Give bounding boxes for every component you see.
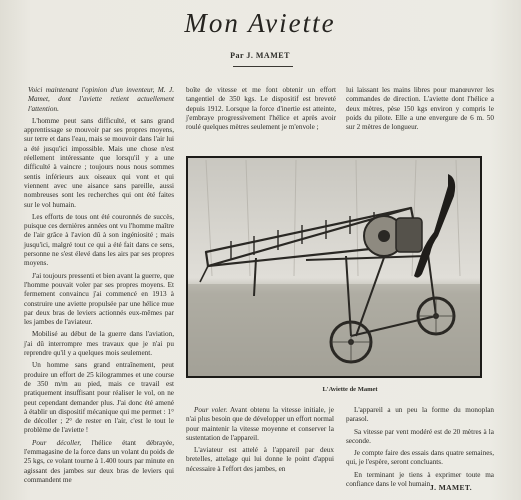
byline: Par J. MAMET [230, 51, 290, 60]
page-title: Mon Aviette [184, 8, 336, 38]
paragraph [24, 439, 174, 485]
paragraph: lui laissant les mains libres pour manœuvrer les commandes de direction. L'aviette dont l'hélice a deux mètres, pèse 150 kgs environ y compris le poids du pilote. Elle a une envergure de 6 m. 50 sur 2 mètres de longueur. [346, 86, 494, 132]
photo-caption: L'Aviette de Mamet [322, 386, 378, 393]
aviette-illustration [186, 156, 482, 378]
section-label: Pour voler. [194, 406, 228, 414]
title-divider [233, 66, 293, 67]
paragraph: Je compte faire des essais dans quatre semaines, qui, je l'espère, seront concluants. [346, 449, 494, 467]
paragraph: L'aviateur est attelé à l'appareil par deux bretelles, attelage qui lui donne le point d'appui nécessaire à l'effort des jambes, en [186, 446, 334, 473]
aviette-photo [186, 156, 482, 378]
paragraph-text: l'hélice étant débrayée, l'emmagasine de la force dans un volant du poids de 25 kgs, ce volant tourne à 1.400 tours par minute en agissant des jambes sur deux bras de leviers qui commandent me [24, 438, 174, 484]
paragraph: L'appareil a un peu la forme du monoplan parasol. [346, 406, 494, 424]
section-label: Pour décoller, [32, 438, 82, 447]
column-2-top [186, 86, 336, 135]
column-1 [24, 86, 174, 488]
paragraph: L'homme peut sans difficulté, et sans grand apprentissage se mouvoir par ses propres moyens, sur terre et dans l'eau, mais se mouvoir dans l'air lui a été jusqu'ici impossible. Mais une chose n'est réellement intéressante que lorsqu'il y a une difficulté à vaincre ; toujours nous nous sommes sentis inférieurs aux oiseaux qui vont et qui viennent avec une aisance sans pareille, aussi nombreuses sont les recherches qui ont été faites sur le vol humain. [24, 116, 174, 209]
paragraph [186, 406, 334, 443]
paragraph: Un homme sans grand entraînement, peut produire un effort de 25 kilogrammes et une course de 350 m/m au pied, mais ce travail est pratiquement insuffisant pour réaliser le vol, on ne peut cependant demander plus. J'ai donc été amené à établir un dispositif mécanique qui me permet : 1° de décoller ; 2° de rester en l'air, c'est le tout le problème de l'aviette ! [24, 361, 174, 435]
column-2-bottom [186, 406, 334, 477]
paragraph: Sa vitesse par vent modéré est de 20 mètres à la seconde. [346, 427, 494, 445]
column-3-top [346, 86, 494, 135]
paragraph: En terminant je tiens à exprimer toute ma confiance dans le vol humain. [346, 470, 494, 489]
intro-paragraph: Voici maintenant l'opinion d'un inventeur, M. J. Mamet, dont l'aviette retient actuellement l'attention. [28, 86, 174, 113]
paragraph-text: Avant obtenu la vitesse initiale, je n'ai plus besoin que de développer un effort normal pour maintenir la vitesse moyenne et conserver la sustentation de l'appareil. [186, 406, 334, 442]
paragraph: Mobilisé au début de la guerre dans l'aviation, j'ai dû interrompre mes travaux que je n'ai pu reprendre qu'il y a quelques mois seulement. [24, 330, 174, 358]
paragraph: Les efforts de tous ont été couronnés de succès, puisque ces dernières années ont vu l'homme maître de l'air grâce à l'avion dû à son ingéniosité ; mais jusqu'ici, malgré tout ce qui a été fait dans ce sens, personne ne s'est élevé dans les airs par ses propres moyens. [24, 212, 174, 268]
paragraph: boîte de vitesse et me font obtenir un effort tangentiel de 350 kgs. Le dispositif est breveté depuis 1912. Lorsque la force d'inertie est atteinte, j'embraye progressivement l'hélice et après avoir roulé quelques mètres seulement je m'envole ; [186, 86, 336, 132]
paragraph: J'ai toujours pressenti et bien avant la guerre, que l'homme pouvait voler par ses propres moyens. Et fermement convaincu j'ai commencé en 1913 à construire une aviette propulsée par une hélice mue par deux bras de leviers actionnés eux-mêmes par les jambes de l'aviateur. [24, 271, 174, 327]
author-signature: J. MAMET. [430, 483, 472, 492]
column-3-bottom [346, 406, 494, 492]
